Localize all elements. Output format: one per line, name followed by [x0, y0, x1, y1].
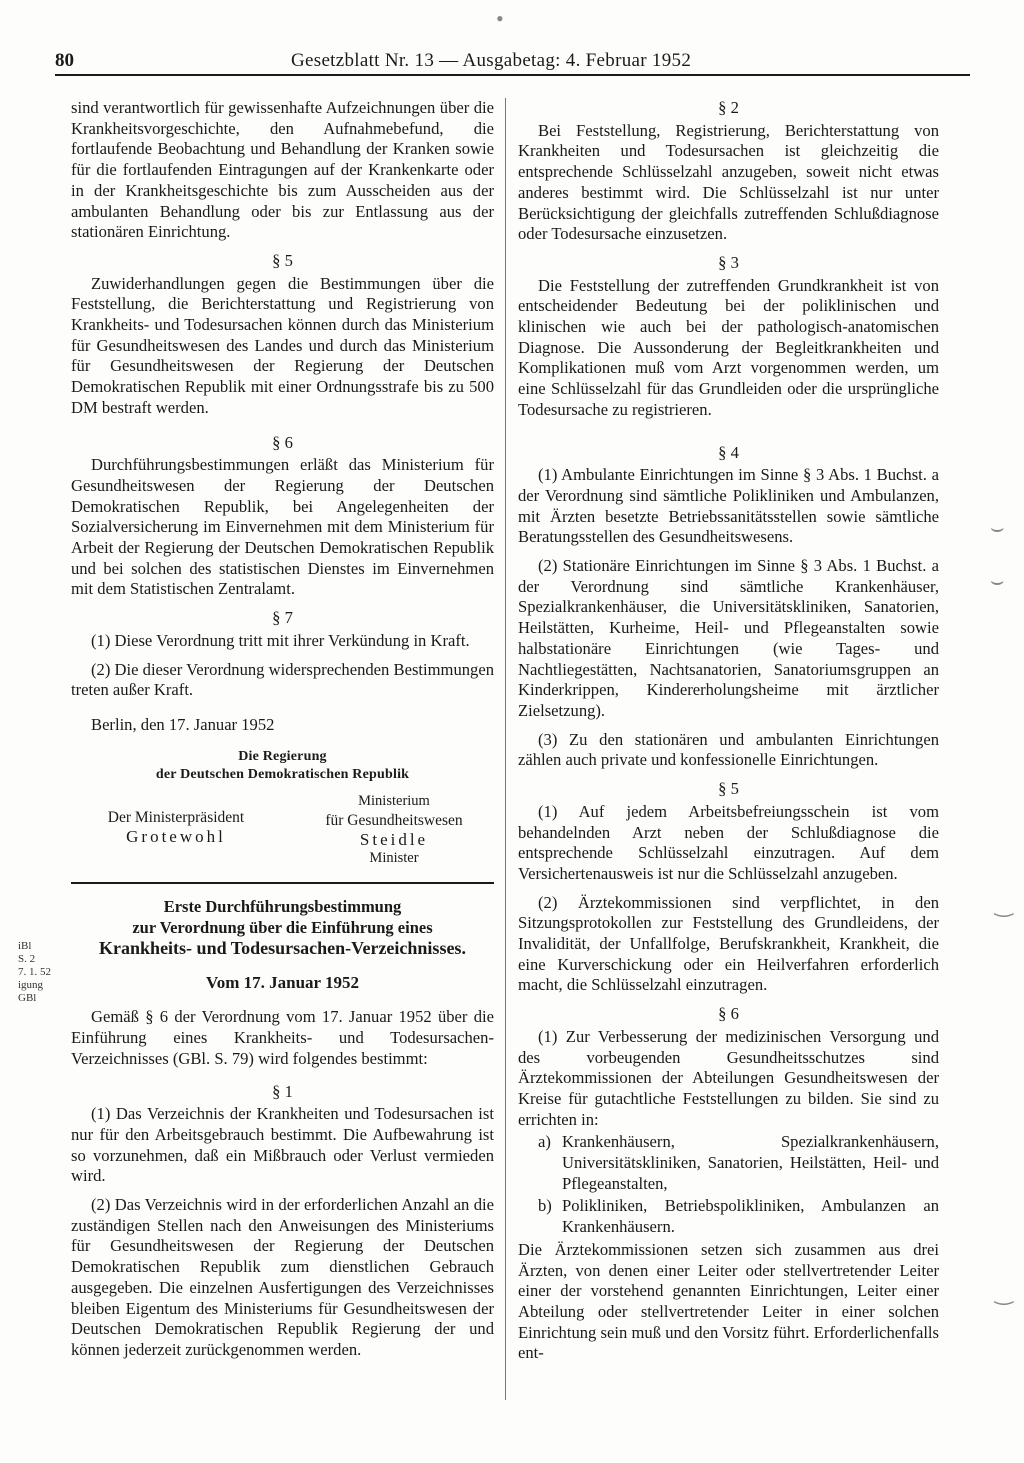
signer-prime-minister: Der Ministerpräsident Grotewohl — [71, 792, 271, 868]
decree-date: Vom 17. Januar 1952 — [205, 972, 360, 992]
decree-section-5-para-2: (2) Ärztekommissionen sind verpflichtet, in den Sitzungsprotokollen zur Feststellung des Grundleidens, der Invalidität, der Unfallfolge, Berufskrankheit, Krankheit, die eine Kurverschickung oder ein Heilverfahren erforderlich macht, die Schlüsselzahl einzutragen. — [518, 892, 939, 995]
signers — [71, 792, 494, 868]
section-rule — [71, 882, 494, 884]
margin-tick-mark: ‿ — [995, 892, 1013, 917]
decree-section-heading-3: § 3 — [718, 252, 739, 272]
section-7-para-2: (2) Die dieser Verordnung widersprechenden Bestimmungen treten außer Kraft. — [71, 659, 494, 700]
decree-section-heading-1: § 1 — [272, 1081, 293, 1101]
decree-section-5-para-1: (1) Auf jedem Arbeitsbefreiungsschein ist vom behandelnden Arzt neben der Schlußdiagnose die entsprechende Schlüsselzahl einzutragen. Auf dem Versichertenausweis ist nur die Schlüsselzahl anzugeben. — [518, 801, 939, 883]
page-number: 80 — [55, 50, 74, 71]
decree-section-heading-5: § 5 — [718, 779, 739, 799]
signer-name-grotewohl: Grotewohl — [126, 826, 226, 846]
decree-section-6-para-2: Die Ärztekommissionen setzen sich zusammen aus drei Ärzten, von denen einer Leiter oder stellvertretender Leiter einer der vorstehend genannten Einrichtungen, Leiter einer Abteilung oder stellvertretender Leiter in einer solchen Einrichtung sein muß und den Vorsitz führt. Erforderlichenfalls ent- — [518, 1239, 939, 1363]
print-dot-mark: • — [496, 6, 504, 31]
signer-name-steidle: Steidle — [359, 829, 429, 849]
paragraph-intro: sind verantwortlich für gewissenhafte Aufzeichnungen über die Krankheitsvorgeschichte, den Aufnahmebefund, die fortlaufende Beobachtung und Behandlung der Kranken sowie für die fortlaufenden Eintragungen auf der Krankenkarte oder in der Krankheitsgeschichte bis zum Ausscheiden aus der ambulanten Behandlung oder bis zur Entlassung aus der stationären Einrichtung. — [71, 98, 494, 242]
decree-intro: Gemäß § 6 der Verordnung vom 17. Januar 1952 über die Einführung eines Krankheits- und Todesursachen-Verzeichnisses (GBl. S. 79) wird folgendes bestimmt: — [71, 1007, 494, 1068]
column-divider — [505, 98, 506, 1400]
decree-section-6-para-1: (1) Zur Verbesserung der medizinischen Versorgung und des vorbeugenden Gesundheitsschutzes sind Ärztekommissionen der Abteilungen Gesundheitswesen der Kreise für gutachtliche Feststellungen zu bilden. Sie sind zu errichten in: — [518, 1026, 939, 1129]
section-7-para-1: (1) Diese Verordnung tritt mit ihrer Verkündung in Kraft. — [91, 630, 470, 650]
margin-tick-mark: ‿ — [995, 1280, 1013, 1305]
decree-section-heading-6: § 6 — [718, 1004, 739, 1024]
section-heading-6: § 6 — [272, 432, 293, 452]
margin-tick-mark: ⌣ — [990, 515, 1005, 540]
section-heading-7: § 7 — [272, 608, 293, 628]
list-item-b: b) Polikliniken, Betriebspolikliniken, Ambulanzen an Krankenhäusern. — [538, 1196, 939, 1237]
decree-section-2-text: Bei Feststellung, Registrierung, Berichterstattung von Krankheiten und Todesursachen ist gleichzeitig die entsprechende Schlüsselzahl anzugeben, soweit nicht etwas anderes bestimmt wird. Die Schlüsselzahl ist nur unter Berücksichtigung der gleichfalls zutreffenden Schlußdiagnose oder Todesursache einzusetzen. — [518, 120, 939, 244]
decree-section-4-para-2: (2) Stationäre Einrichtungen im Sinne § 3 Abs. 1 Buchst. a der Verordnung sind sämtliche Krankenhäuser, Spezialkrankenhäuser, die Universitätskliniken, Sanatorien, Heilstätten, Kurheime, Heil- und Pflegeanstalten sowie halbstationäre Einrichtungen (wie Tages- und Nachtliegestätten, Nachtsanatorien, Sanatoriumsgruppen an Kinderkrippen, Kindererholungsheime mit ärztlicher Zielsetzung). — [518, 556, 939, 720]
right-column — [518, 98, 939, 1366]
government-signature-block: Die Regierung der Deutschen Demokratischen Republik — [155, 748, 410, 782]
gazette-title: Gesetzblatt Nr. 13 — Ausgabetag: 4. Februar 1952 — [291, 50, 692, 71]
section-6-text: Durchführungsbestimmungen erläßt das Ministerium für Gesundheitswesen der Regierung der Deutschen Demokratischen Republik, bei Angelegenheiten der Sozialversicherung im Einvernehmen mit dem Ministerium für Arbeit der Regierung der Deutschen Demokratischen Republik und bei solchen des statistischen Dienstes im Einvernehmen mit dem Statistischen Zentralamt. — [71, 455, 494, 599]
section-heading-5: § 5 — [272, 250, 293, 270]
decree-section-4-para-3: (3) Zu den stationären und ambulanten Einrichtungen zählen auch private und konfessionelle Einrichtungen. — [518, 729, 939, 770]
left-column — [71, 98, 494, 1363]
decree-section-1-para-1: (1) Das Verzeichnis der Krankheiten und Todesursachen ist nur für den Arbeitsgebrauch bestimmt. Die Aufbewahrung ist so vorzunehmen, daß ein Mißbrauch oder Verlust vermieden wird. — [71, 1104, 494, 1186]
signer-health-minister: Ministerium für Gesundheitswesen Steidle Minister — [294, 792, 494, 868]
page-header — [55, 44, 970, 76]
list-item-a: a) Krankenhäusern, Spezialkrankenhäusern, Universitätskliniken, Sanatorien, Heilstätten, Heil- und Pflegeanstalten, — [538, 1132, 939, 1193]
decree-section-3-text: Die Feststellung der zutreffenden Grundkrankheit ist von entscheidender Bedeutung bei der poliklinischen und klinischen wie auch bei der pathologisch-anatomischen Diagnose. Die Aussonderung der Begleitkrankheiten und Komplikationen muß vom Arzt vorgenommen werden, um eine Schlüsselzahl für das Grundleiden oder die ursprüngliche Todesursache zu registrieren. — [518, 275, 939, 419]
decree-section-4-para-1: (1) Ambulante Einrichtungen im Sinne § 3 Abs. 1 Buchst. a der Verordnung sind sämtliche Polikliniken und Ambulanzen, mit Ärzten besetzte Betriebssanitätsstellen sowie sämtliche Beratungsstellen des Gesundheitswesens. — [518, 465, 939, 547]
margin-note: iBl S. 2 7. 1. 52 igung GBl — [18, 940, 51, 1004]
margin-tick-mark: ⌣ — [990, 568, 1005, 593]
decree-section-heading-2: § 2 — [718, 98, 739, 117]
section-5-text: Zuwiderhandlungen gegen die Bestimmungen über die Feststellung, die Berichterstattung und Registrierung von Krankheits- und Todesursachen können durch das Ministerium für Gesundheitswesen des Landes und durch das Ministerium für Gesundheitswesen der Regierung der Deutschen Demokratischen Republik mit einer Ordnungsstrafe bis zu 500 DM bestraft werden. — [71, 273, 494, 417]
decree-section-heading-4: § 4 — [718, 442, 739, 462]
place-and-date: Berlin, den 17. Januar 1952 — [91, 714, 275, 734]
decree-section-1-para-2: (2) Das Verzeichnis wird in der erforderlichen Anzahl an die zuständigen Stellen nach den Anweisungen des Ministeriums für Gesundheitswesen der Regierung der Deutschen Demokratischen Republik zum dienstlichen Gebrauch ausgegeben. Die einzelnen Ausfertigungen des Verzeichnisses bleiben Eigentum des Ministeriums für Gesundheitswesen der Deutschen Demokratischen Republik Regierung der und können jederzeit zurückgenommen werden. — [71, 1195, 494, 1359]
decree-title: Erste Durchführungsbestimmung zur Verordnung über die Einführung eines Krankheits- und Todesursachen-Verzeichnisses. — [99, 896, 466, 958]
